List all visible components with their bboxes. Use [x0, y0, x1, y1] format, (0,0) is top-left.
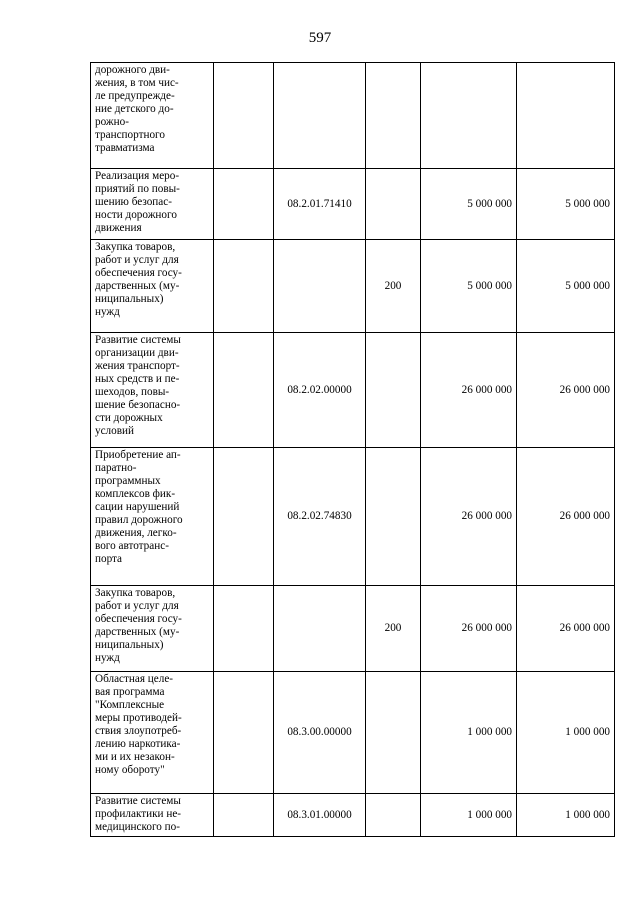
table-row: [91, 448, 615, 586]
row-name-cell: Закупка товаров, работ и услуг для обеспечения госу- дарственных (му- ниципальных) нужд: [91, 586, 214, 672]
row-expense-type-cell: [366, 672, 421, 794]
row-code-cell: [274, 240, 366, 333]
row-expense-type-cell: [366, 333, 421, 448]
row-code-cell: 08.2.02.00000: [274, 333, 366, 448]
row-section-cell: [214, 63, 274, 169]
row-expense-type-cell: 200: [366, 586, 421, 672]
row-sum-2-cell: 5 000 000: [517, 169, 615, 240]
page-number: 597: [308, 30, 332, 46]
row-name-cell: Развитие системы профилактики не- медицинского по-: [91, 794, 214, 837]
row-expense-type-cell: [366, 169, 421, 240]
row-section-cell: [214, 169, 274, 240]
row-name-cell: Приобретение ап- паратно- программных комплексов фик- сации нарушений правил дорожного движения, легко- вого автотранс- порта: [91, 448, 214, 586]
row-sum-2-cell: 26 000 000: [517, 448, 615, 586]
row-sum-2-cell: [517, 63, 615, 169]
row-sum-1-cell: 1 000 000: [421, 672, 517, 794]
row-section-cell: [214, 586, 274, 672]
row-expense-type-cell: 200: [366, 240, 421, 333]
row-code-cell: [274, 63, 366, 169]
row-sum-1-cell: 26 000 000: [421, 586, 517, 672]
table-row: [91, 586, 615, 672]
row-name-cell: Развитие системы организации дви- жения транспорт- ных средств и пе- шеходов, повы- шение безопасно- сти дорожных условий: [91, 333, 214, 448]
row-expense-type-cell: [366, 63, 421, 169]
row-sum-1-cell: 26 000 000: [421, 448, 517, 586]
table-row: [91, 672, 615, 794]
row-name-cell: Областная целе- вая программа "Комплексные меры противодей- ствия злоупотреб- лению наркотика- ми и их незакон- ному обороту": [91, 672, 214, 794]
row-name-cell: Реализация меро- приятий по повы- шению безопас- ности дорожного движения: [91, 169, 214, 240]
row-section-cell: [214, 333, 274, 448]
table-row: [91, 169, 615, 240]
row-code-cell: 08.2.01.71410: [274, 169, 366, 240]
row-sum-2-cell: 26 000 000: [517, 586, 615, 672]
row-sum-2-cell: 26 000 000: [517, 333, 615, 448]
row-code-cell: 08.3.00.00000: [274, 672, 366, 794]
row-section-cell: [214, 794, 274, 837]
row-sum-1-cell: 5 000 000: [421, 169, 517, 240]
table-row: [91, 794, 615, 837]
row-section-cell: [214, 672, 274, 794]
row-code-cell: [274, 586, 366, 672]
row-section-cell: [214, 448, 274, 586]
table-row: [91, 63, 615, 169]
row-expense-type-cell: [366, 448, 421, 586]
table-row: [91, 333, 615, 448]
row-code-cell: 08.2.02.74830: [274, 448, 366, 586]
row-sum-1-cell: 5 000 000: [421, 240, 517, 333]
row-code-cell: 08.3.01.00000: [274, 794, 366, 837]
row-sum-2-cell: 1 000 000: [517, 672, 615, 794]
row-sum-1-cell: 1 000 000: [421, 794, 517, 837]
row-sum-2-cell: 1 000 000: [517, 794, 615, 837]
row-expense-type-cell: [366, 794, 421, 837]
table-row: [91, 240, 615, 333]
row-name-cell: дорожного дви- жения, в том чис- ле предупрежде- ние детского до- рожно- транспортного травматизма: [91, 63, 214, 169]
row-section-cell: [214, 240, 274, 333]
budget-table: [90, 62, 615, 837]
row-sum-2-cell: 5 000 000: [517, 240, 615, 333]
row-sum-1-cell: 26 000 000: [421, 333, 517, 448]
row-sum-1-cell: [421, 63, 517, 169]
row-name-cell: Закупка товаров, работ и услуг для обеспечения госу- дарственных (му- ниципальных) нужд: [91, 240, 214, 333]
